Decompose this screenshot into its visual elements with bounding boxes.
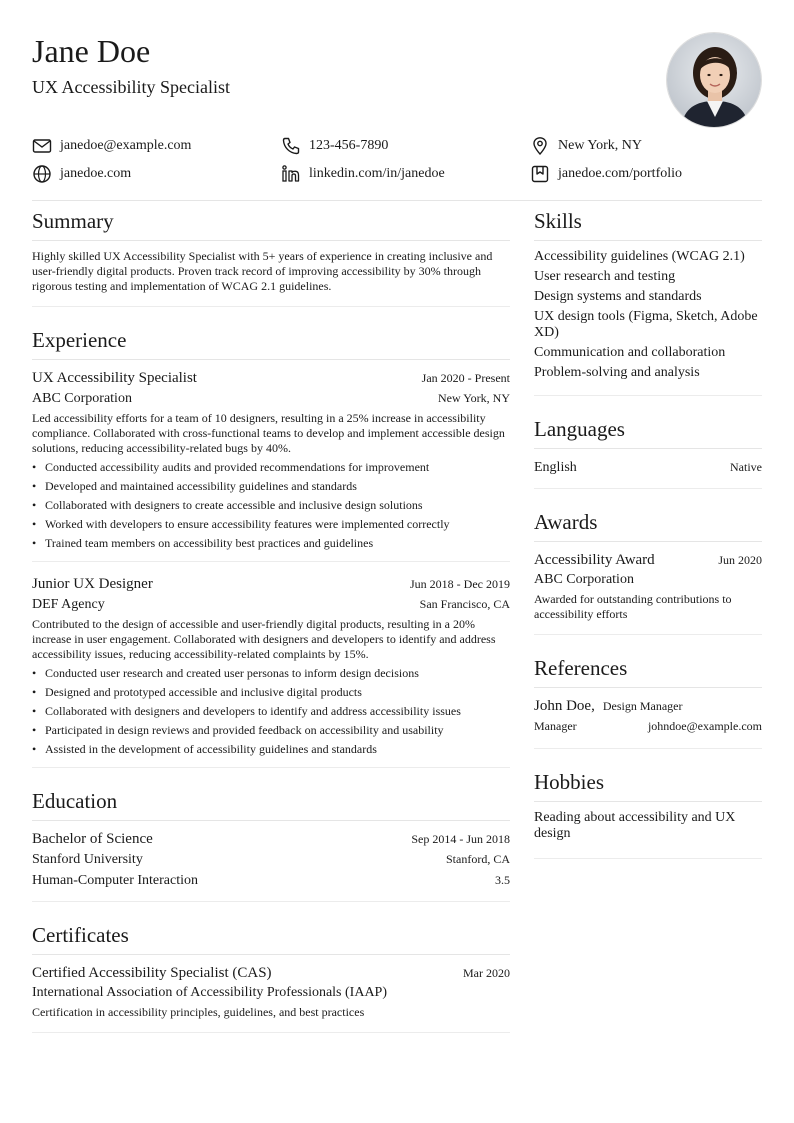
contact-portfolio-text: janedoe.com/portfolio xyxy=(558,166,683,181)
list-item: • Trained team members on accessibility best practices and guidelines xyxy=(32,536,510,551)
contact-linkedin[interactable] xyxy=(281,164,445,184)
experience-item xyxy=(32,368,510,562)
resume-page xyxy=(32,0,762,1019)
reference-name: John Doe, xyxy=(534,698,595,714)
right-column xyxy=(534,200,762,859)
skill-item: Design systems and standards xyxy=(534,289,702,304)
candidate-title: UX Accessibility Specialist xyxy=(32,77,230,97)
mail-icon xyxy=(32,136,52,156)
contact-location-text: New York, NY xyxy=(558,138,643,153)
degree: Bachelor of Science xyxy=(32,831,153,847)
school-location: Stanford, CA xyxy=(446,852,510,866)
certificates-section xyxy=(32,914,510,1033)
contact-portfolio[interactable] xyxy=(530,164,682,184)
school-name: Stanford University xyxy=(32,852,143,867)
job-company: ABC Corporation xyxy=(32,391,132,406)
references-heading: References xyxy=(534,647,762,688)
globe-icon xyxy=(32,164,52,184)
award-name: Accessibility Award xyxy=(534,552,655,568)
gpa: 3.5 xyxy=(495,873,510,887)
job-title: Junior UX Designer xyxy=(32,576,153,592)
contact-email-text: janedoe@example.com xyxy=(60,138,192,153)
summary-heading: Summary xyxy=(32,200,510,241)
job-bullets xyxy=(32,666,510,757)
list-item: • Developed and maintained accessibility guidelines and standards xyxy=(32,479,510,494)
education-section xyxy=(32,780,510,902)
contact-info xyxy=(32,132,762,200)
list-item: • Conducted accessibility audits and provided recommendations for improvement xyxy=(32,460,510,475)
phone-icon xyxy=(281,136,301,156)
contact-website-text: janedoe.com xyxy=(60,166,132,181)
list-item: • Worked with developers to ensure accessibility features were implemented correctly xyxy=(32,517,510,532)
experience-section xyxy=(32,319,510,768)
award-date: Jun 2020 xyxy=(718,553,762,567)
award-description: Awarded for outstanding contributions to accessibility efforts xyxy=(534,592,732,621)
job-dates: Jan 2020 - Present xyxy=(421,371,510,385)
skill-item: Accessibility guidelines (WCAG 2.1) xyxy=(534,249,745,264)
skill-item: Communication and collaboration xyxy=(534,345,726,360)
hobbies-text: Reading about accessibility and UX design xyxy=(534,810,736,841)
certificate-description: Certification in accessibility principles, guidelines, and best practices xyxy=(32,1005,365,1019)
hobbies-section xyxy=(534,761,762,859)
language-level: Native xyxy=(730,460,762,474)
languages-heading: Languages xyxy=(534,408,762,449)
summary-section xyxy=(32,200,510,307)
skill-item: UX design tools (Figma, Sketch, Adobe XD) xyxy=(534,309,758,340)
reference-role: Manager xyxy=(534,719,577,733)
left-column xyxy=(32,200,510,1033)
education-heading: Education xyxy=(32,780,510,821)
contact-phone-text: 123-456-7890 xyxy=(309,138,389,153)
list-item: • Assisted in the development of accessibility guidelines and standards xyxy=(32,742,510,757)
linkedin-icon xyxy=(281,164,301,184)
skill-item: User research and testing xyxy=(534,269,676,284)
languages-section xyxy=(534,408,762,489)
experience-item xyxy=(32,574,510,768)
job-dates: Jun 2018 - Dec 2019 xyxy=(410,577,510,591)
candidate-name: Jane Doe xyxy=(32,33,151,69)
skills-section xyxy=(534,200,762,396)
profile-photo xyxy=(666,32,762,128)
skills-heading: Skills xyxy=(534,200,762,241)
resume-header xyxy=(32,0,762,132)
list-item: • Collaborated with designers to create accessible and inclusive design solutions xyxy=(32,498,510,513)
award-issuer: ABC Corporation xyxy=(534,572,634,587)
bookmark-icon xyxy=(530,164,550,184)
certificate-date: Mar 2020 xyxy=(463,966,510,980)
education-dates: Sep 2014 - Jun 2018 xyxy=(411,832,510,846)
hobbies-heading: Hobbies xyxy=(534,761,762,802)
contact-phone[interactable] xyxy=(281,136,388,156)
job-bullets xyxy=(32,460,510,551)
certificate-name: Certified Accessibility Specialist (CAS) xyxy=(32,965,272,981)
job-description: Led accessibility efforts for a team of 10 designers, resulting in a 25% increase in accessibility compliance. Collaborated with cross-functional teams to develop and implement accessible design solutions, reducing accessibility-related bugs by 40%. xyxy=(32,411,505,455)
certificate-issuer: International Association of Accessibility Professionals (IAAP) xyxy=(32,985,387,1000)
summary-text: Highly skilled UX Accessibility Specialist with 5+ years of experience in creating inclusive and user-friendly digital products. Proven track record of improving accessibility by 30% through rigorous testing and implementation of WCAG 2.1 guidelines. xyxy=(32,249,493,293)
list-item: • Designed and prototyped accessible and inclusive digital products xyxy=(32,685,510,700)
awards-heading: Awards xyxy=(534,501,762,542)
field-of-study: Human-Computer Interaction xyxy=(32,873,199,888)
location-pin-icon xyxy=(530,136,550,156)
job-location: San Francisco, CA xyxy=(419,597,510,611)
reference-position: Design Manager xyxy=(602,699,683,713)
job-location: New York, NY xyxy=(437,391,510,405)
language-name: English xyxy=(534,460,577,475)
references-section xyxy=(534,647,762,749)
reference-email[interactable]: johndoe@example.com xyxy=(647,719,762,733)
job-description: Contributed to the design of accessible and user-friendly digital products, resulting in a 20% increase in user engagement. Collaborated with designers and developers to identify and address accessibility issues, reducing accessibility-related complaints by 15%. xyxy=(32,617,496,661)
contact-email[interactable] xyxy=(32,136,191,156)
contact-website[interactable] xyxy=(32,164,131,184)
contact-linkedin-text: linkedin.com/in/janedoe xyxy=(309,166,445,181)
list-item: • Collaborated with designers and developers to identify and address accessibility issues xyxy=(32,704,510,719)
awards-section xyxy=(534,501,762,635)
job-title: UX Accessibility Specialist xyxy=(32,370,197,386)
contact-location xyxy=(530,136,642,156)
skill-item: Problem-solving and analysis xyxy=(534,365,700,380)
list-item: • Participated in design reviews and provided feedback on accessibility and usability xyxy=(32,723,510,738)
experience-heading: Experience xyxy=(32,319,510,360)
job-company: DEF Agency xyxy=(32,597,105,612)
list-item: • Conducted user research and created user personas to inform design decisions xyxy=(32,666,510,681)
profile-photo-image xyxy=(667,33,762,128)
certificates-heading: Certificates xyxy=(32,914,510,955)
